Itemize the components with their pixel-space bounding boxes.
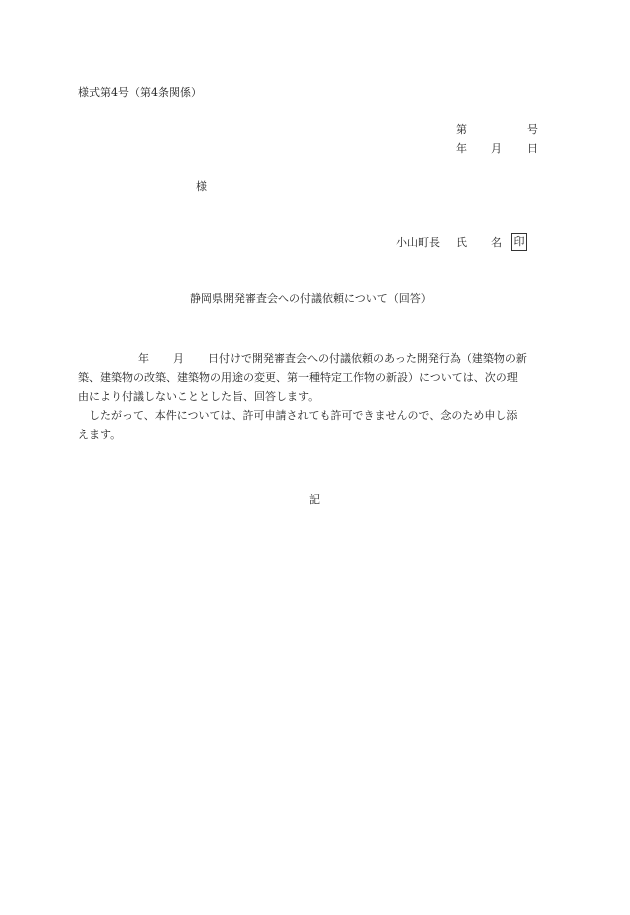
body-line-4 [78,408,548,424]
date-year-label: 年 [456,142,467,155]
body-line-5: えます。 [78,428,122,441]
body-line-2: 築、建築物の改築、建築物の用途の変更、第一種特定工作物の新設）については、次の理 [78,371,518,384]
body-year-label: 年 [138,352,149,365]
form-number: 様式第4号（第4条関係） [78,86,202,99]
body-line-4-text: したがって、本件については、許可申請されても許可できませんので、念のため申し添 [89,409,518,422]
body-month-label: 月 [173,352,184,365]
body-line-1-text: 日付けで開発審査会への付議依頼のあった開発行為（建築物の新 [208,352,527,365]
date-day-label: 日 [527,142,538,155]
body-text [78,351,548,446]
sender-name-label-shi: 氏 [456,236,467,249]
sender-title: 小山町長 [396,236,440,249]
body-line-1 [78,351,548,367]
number-prefix: 第 [456,123,467,136]
date-month-label: 月 [491,142,502,155]
number-suffix: 号 [527,123,538,136]
document-title: 静岡県開発審査会への付議依頼について（回答） [190,292,432,305]
body-line-3: 由により付議しないこととした旨、回答します。 [78,390,320,403]
addressee-honorific: 様 [196,180,207,193]
seal-mark: 印 [511,233,527,251]
sender-name-label-mei: 名 [491,236,502,249]
ki-heading: 記 [309,493,320,506]
